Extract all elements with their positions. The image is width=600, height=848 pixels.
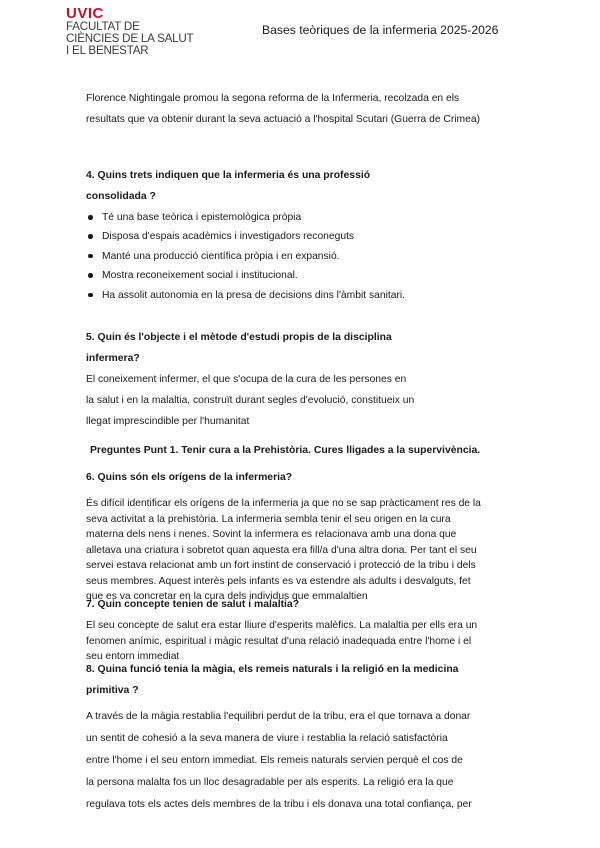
question-6-answer <box>86 496 526 605</box>
logo-line-1: FACULTAT DE <box>66 20 140 33</box>
answer-line: El seu concepte de salut era estar lliure d'esperits malèfics. La malaltia per ells era un <box>86 620 478 631</box>
question-8 <box>86 659 526 816</box>
answer-line: que es va concretar en la cura dels individus que emmalaltien <box>86 591 368 602</box>
answer-line: entre l'home i el seu entorn immediat. Els remeis naturals servien perquè el cos de <box>86 755 463 766</box>
question-5 <box>86 327 526 432</box>
question-8-title-line: primitiva ? <box>86 685 139 696</box>
answer-line: fenomen anímic, espiritual i màgic resultat d'una relació inadequada entre l'home i el <box>86 635 472 647</box>
list-item: Ha assolit autonomia en la presa de decisions dins l'àmbit sanitari. <box>86 286 526 305</box>
logo-line-3: I EL BENESTAR <box>66 44 149 57</box>
answer-line: A través de la màgia restablia l'equilibri perdut de la tribu, era el que tornava a donar <box>86 711 471 722</box>
uvic-logo <box>66 6 216 57</box>
answer-line: regulava tots els actes dels membres de la tribu i els donava una total confiança, per <box>86 799 472 810</box>
question-5-answer <box>86 369 526 432</box>
answer-line: un sentit de cohesió a la seva manera de viure i restablia la relació satisfactòria <box>86 733 448 744</box>
question-4 <box>86 165 526 305</box>
answer-line: El coneixement infermer, el que s'ocupa de la cura de les persones en <box>86 374 407 385</box>
question-5-title-line: infermera? <box>86 353 140 364</box>
list-item: Mostra reconeixement social i institucional. <box>86 266 526 285</box>
intro-line: resultats que va obtenir durant la seva actuació a l'hospital Scutari (Guerra de Crimea) <box>86 114 481 125</box>
answer-line: llegat imprescindible per l'humanitat <box>86 416 250 427</box>
logo-mark: UVIC <box>66 5 104 22</box>
list-item: Té una base teòrica i epistemològica pròpia <box>86 208 526 227</box>
question-7-title: 7. Quin concepte tenien de salut i malaltia? <box>86 599 300 610</box>
answer-line: seva activitat a la prehistòria. La infermeria sembla tenir el seu origen en la cura <box>86 513 451 525</box>
course-title: Bases teòriques de la infermeria 2025-2026 <box>262 23 499 37</box>
intro-line: Florence Nightingale promou la segona reforma de la Infermeria, recolzada en els <box>86 93 460 104</box>
question-8-title-line: 8. Quina funció tenia la màgia, els remeis naturals i la religió en la medicina <box>86 664 459 675</box>
list-item: Manté una producció científica pròpia i en expansió. <box>86 247 526 266</box>
answer-line: servei estava relacionat amb un fort instint de conservació i protecció de la tribu i dels <box>86 560 476 571</box>
question-6 <box>86 467 526 605</box>
intro-paragraph <box>86 88 526 130</box>
answer-line: la persona malalta fos un lloc desagradable per als esperits. La religió era la que <box>86 777 454 788</box>
answer-line: seus membres. Aquest interès pels infants es va estendre als adults i desvalguts, fet <box>86 575 471 587</box>
question-8-answer <box>86 706 526 816</box>
question-7-answer <box>86 618 526 665</box>
answer-line: seu entorn immediat <box>86 651 180 662</box>
question-4-title-line: 4. Quins trets indiquen que la infermeria és una professió <box>86 170 371 181</box>
section-heading: Preguntes Punt 1. Tenir cura a la Prehistòria. Cures lligades a la supervivència. <box>90 445 481 456</box>
answer-line: És difícil identificar els orígens de la infermeria ja que no se sap pràcticament res de la <box>86 498 481 509</box>
question-5-title-line: 5. Quin és l'objecte i el mètode d'estudi propis de la disciplina <box>86 332 392 343</box>
question-4-title-line: consolidada ? <box>86 191 156 202</box>
logo-line-2: CIÈNCIES DE LA SALUT <box>66 32 194 45</box>
answer-line: alletava una criatura i sobretot quan aquesta era fill/a d'una altra dona. Per tant el seu <box>86 544 477 556</box>
question-7 <box>86 594 526 665</box>
question-4-bullet-list <box>86 208 526 305</box>
list-item: Disposa d'espais acadèmics i investigadors reconeguts <box>86 227 526 246</box>
answer-line: la salut i en la malaltia, construït durant segles d'evolució, constitueix un <box>86 395 415 406</box>
question-6-title: 6. Quins són els orígens de la infermeria? <box>86 472 293 483</box>
answer-line: materna dels nens i nenes. Sovint la infermera es relacionava amb una dona que <box>86 529 457 540</box>
